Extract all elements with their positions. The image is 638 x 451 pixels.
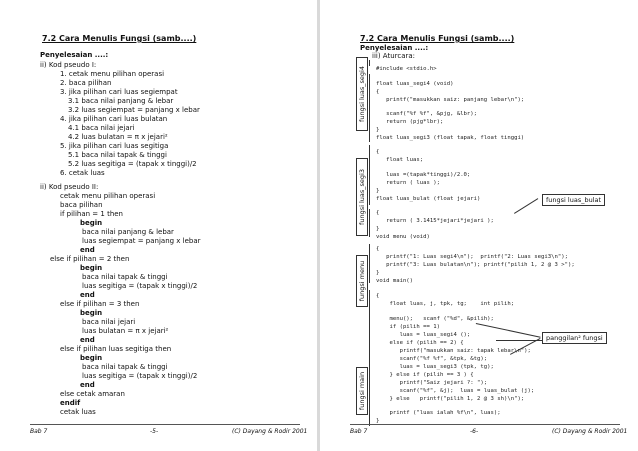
code-line-30: luas = luas_segi4 (); <box>376 332 471 338</box>
left-line-22: else if pilihan = 2 then <box>50 255 130 263</box>
brace-bulat <box>369 209 370 237</box>
code-line-7: } <box>376 127 380 133</box>
left-line-0: Penyelesaian ....: <box>40 51 109 59</box>
left-line-18: begin <box>80 219 103 227</box>
left-line-39: cetak luas <box>60 408 96 416</box>
code-line-28: menu(); scanf ("%d", &pilih); <box>376 316 494 322</box>
left-line-34: baca nilai tapak & tinggi <box>82 363 168 371</box>
code-line-18: } <box>376 226 380 232</box>
code-line-37: scanf("%f", &j); luas = luas_bulat (j); <box>376 388 535 394</box>
code-line-0: #include <stdio.h> <box>376 66 437 72</box>
code-line-29: if (pilih == 1) <box>376 324 440 330</box>
code-line-9: { <box>376 149 380 155</box>
callout-arrow-segi4 <box>476 323 541 338</box>
left-line-21: end <box>80 246 95 254</box>
left-line-11: 5.1 baca nilai tapak & tinggi <box>68 151 167 159</box>
brace-menu <box>369 244 370 283</box>
right-heading-solution: Penyelesaian ....: <box>360 44 429 52</box>
left-line-14: ii) Kod pseudo II: <box>40 183 99 191</box>
right-heading-program: iii) Aturcara: <box>372 52 416 60</box>
left-line-7: 4. jika pilihan cari luas bulatan <box>60 115 168 123</box>
right-footer-credit: (C) Dayang & Rodir 2001 <box>552 428 628 435</box>
code-line-22: printf("3: Luas bulatan\n"); printf("pilih 1, 2 @ 3 >"); <box>376 262 575 268</box>
left-line-17: if pilihan = 1 then <box>60 210 123 218</box>
label-fungsi-luas-segi3: fungsi luas_segi3 <box>356 158 368 236</box>
left-line-26: end <box>80 291 95 299</box>
code-line-32: printf("masukkan saiz: tapak lebar\n"); <box>376 348 531 354</box>
code-line-40: printf ("luas ialah %f\n", luas); <box>376 410 501 416</box>
right-page-title: 7.2 Cara Menulis Fungsi (samb....) <box>360 34 515 43</box>
left-line-6: 3.2 luas segiempat = panjang x lebar <box>68 106 200 114</box>
code-line-34: luas = luas_segi3 (tpk, tg); <box>376 364 494 370</box>
code-line-8: float luas_segi3 (float tapak, float tinggi) <box>376 135 525 141</box>
left-line-20: luas segiempat = panjang x lebar <box>82 237 201 245</box>
code-line-6: return (pjg*lbr); <box>376 119 444 125</box>
code-line-25: { <box>376 293 380 299</box>
code-line-3: { <box>376 89 380 95</box>
left-line-30: luas bulatan = π x jejari² <box>82 327 169 335</box>
left-line-23: begin <box>80 264 103 272</box>
code-line-2: float luas_segi4 (void) <box>376 81 454 87</box>
callout-panggilan-fungsi: panggilan² fungsi <box>542 332 607 344</box>
left-line-16: baca pilihan <box>60 201 103 209</box>
right-page <box>320 0 638 451</box>
left-line-27: else if pilihan = 3 then <box>60 300 140 308</box>
left-line-28: begin <box>80 309 103 317</box>
brace-main <box>369 290 370 426</box>
left-line-3: 2. baca pilihan <box>60 79 112 87</box>
code-line-31: else if (pilih == 2) { <box>376 340 464 346</box>
code-line-26: float luas, j, tpk, tg; int pilih; <box>376 301 515 307</box>
label-fungsi-luas-segi4: fungsi luas_segi4 <box>356 57 368 131</box>
label-fungsi-main: fungsi main <box>356 367 368 415</box>
left-page-title: 7.2 Cara Menulis Fungsi (samb....) <box>42 34 197 43</box>
left-line-35: luas segitiga = (tapak x tinggi)/2 <box>82 372 198 380</box>
brace-segi4 <box>369 74 370 142</box>
code-line-35: } else if (pilih == 3 ) { <box>376 372 474 378</box>
left-line-9: 4.2 luas bulatan = π x jejari² <box>68 133 168 141</box>
label-fungsi-menu: fungsi menu <box>356 255 368 307</box>
code-line-24: void main() <box>376 278 414 284</box>
left-footer-page: -5- <box>150 428 159 435</box>
left-line-31: end <box>80 336 95 344</box>
brace-include <box>369 60 370 66</box>
left-line-1: ii) Kod pseudo I: <box>40 61 97 69</box>
code-line-19: void menu (void) <box>376 234 430 240</box>
left-line-29: baca nilai jejari <box>82 318 136 326</box>
left-page <box>0 0 318 451</box>
left-line-37: else cetak amaran <box>60 390 125 398</box>
callout-fungsi-luas-bulat: fungsi luas_bulat <box>542 194 605 206</box>
left-line-10: 5. jika pilihan cari luas segitiga <box>60 142 169 150</box>
left-line-32: else if pilihan luas segitiga then <box>60 345 172 353</box>
code-line-16: { <box>376 210 380 216</box>
left-footer-credit: (C) Dayang & Rodir 2001 <box>232 428 308 435</box>
left-line-5: 3.1 baca nilai panjang & lebar <box>68 97 174 105</box>
brace-segi3 <box>369 145 370 205</box>
left-line-2: 1. cetak menu pilihan operasi <box>60 70 165 78</box>
left-footer-rule <box>30 424 300 425</box>
left-line-8: 4.1 baca nilai jejari <box>68 124 135 132</box>
code-line-15: float luas_bulat (float jejari) <box>376 196 481 202</box>
callout-bulat-arrow <box>514 198 538 214</box>
left-line-19: baca nilai panjang & lebar <box>82 228 174 236</box>
left-line-4: 3. jika pilihan cari luas segiempat <box>60 88 178 96</box>
code-line-5: scanf("%f %f", &pjg, &lbr); <box>376 111 478 117</box>
code-line-21: printf("1: Luas segi4\n"); printf("2: Luas segi3\n"); <box>376 254 568 260</box>
right-footer-rule <box>350 424 620 425</box>
left-line-24: baca nilai tapak & tinggi <box>82 273 168 281</box>
code-line-14: } <box>376 188 380 194</box>
left-line-15: cetak menu pilihan operasi <box>60 192 156 200</box>
left-line-36: end <box>80 381 95 389</box>
code-line-23: } <box>376 270 380 276</box>
left-line-38: endif <box>60 399 81 407</box>
left-line-13: 6. cetak luas <box>60 169 105 177</box>
code-line-41: } <box>376 418 380 424</box>
code-line-4: printf("masukkan saiz: panjang lebar\n"); <box>376 97 525 103</box>
left-line-25: luas segitiga = (tapak x tinggi)/2 <box>82 282 198 290</box>
code-line-12: luas =(tapak*tinggi)/2.0; <box>376 172 471 178</box>
code-line-38: } else printf("pilih 1, 2 @ 3 sh)\n"); <box>376 396 525 402</box>
left-line-12: 5.2 luas segitiga = (tapak x tinggi)/2 <box>68 160 197 168</box>
right-footer-chapter: Bab 7 <box>350 428 368 435</box>
code-line-33: scanf("%f %f", &tpk, &tg); <box>376 356 488 362</box>
code-line-13: return ( luas ); <box>376 180 440 186</box>
code-line-20: { <box>376 246 380 252</box>
code-line-10: float luas; <box>376 157 424 163</box>
code-line-17: return ( 3.1415*jejari*jejari ); <box>376 218 494 224</box>
left-footer-chapter: Bab 7 <box>30 428 48 435</box>
right-footer-page: -6- <box>470 428 479 435</box>
code-line-36: printf("Saiz jejari ?: "); <box>376 380 488 386</box>
left-line-33: begin <box>80 354 103 362</box>
